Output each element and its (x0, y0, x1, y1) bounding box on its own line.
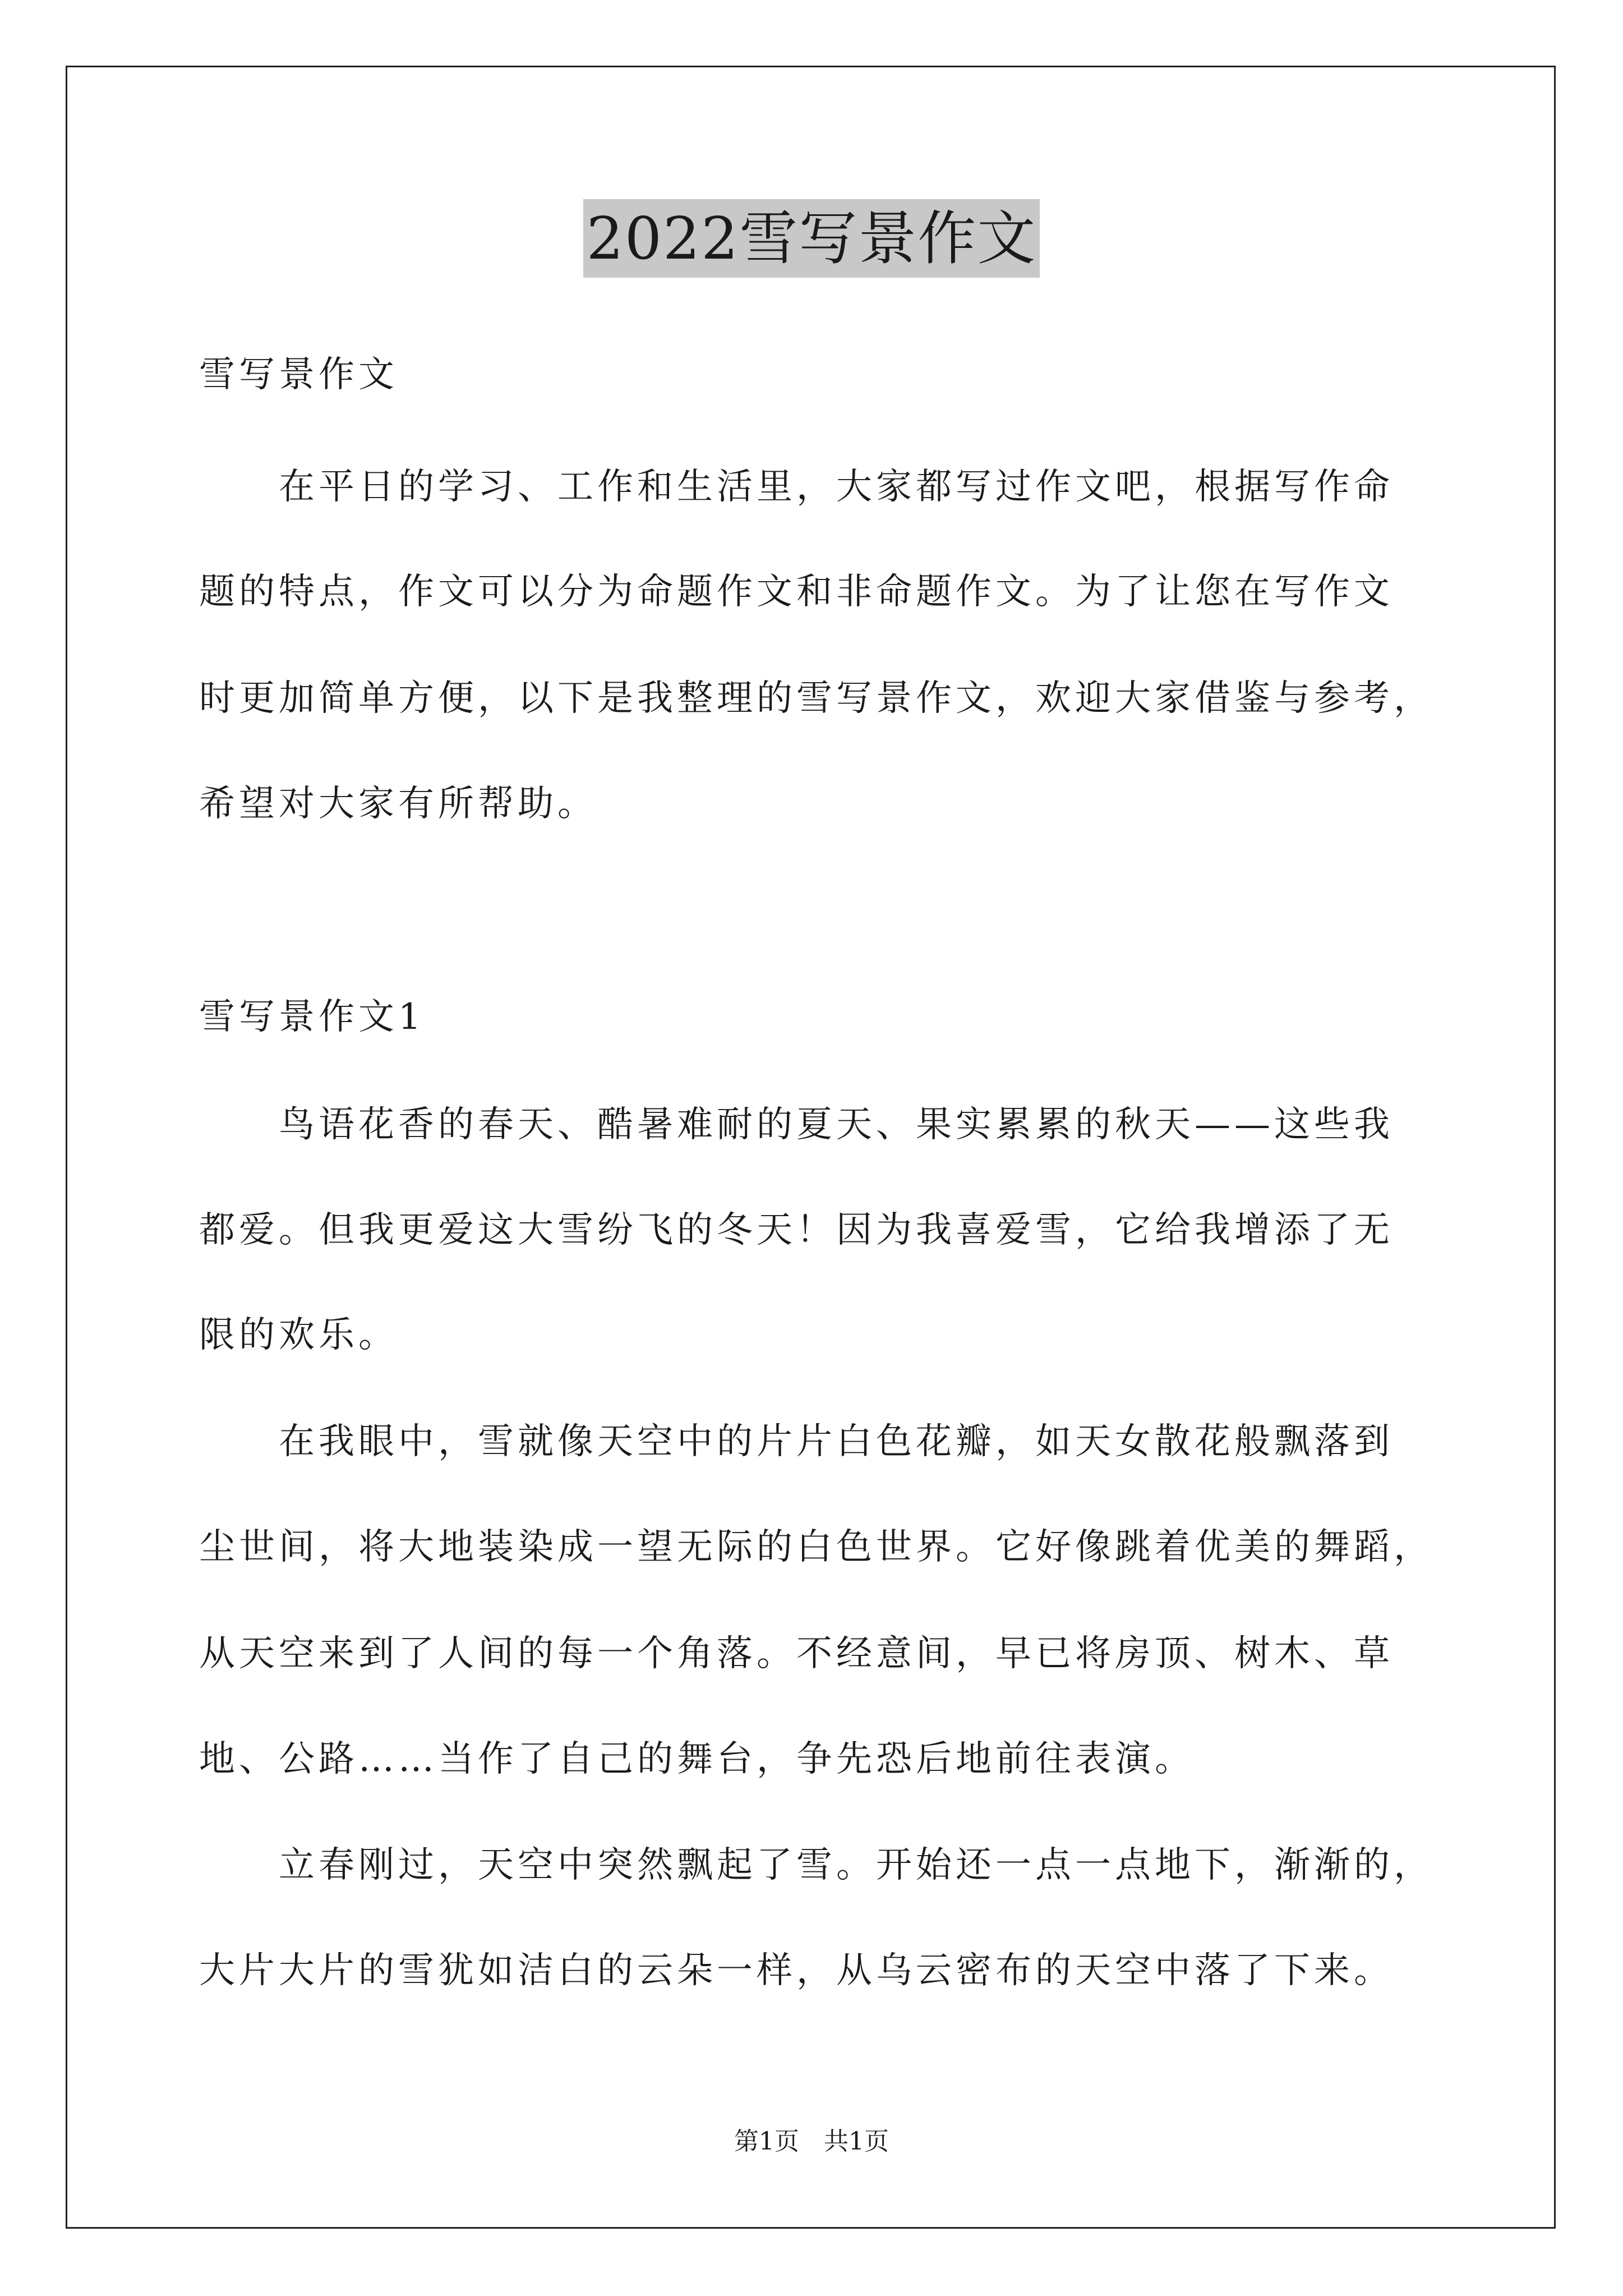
text-line: 希望对大家有所帮助。 (199, 783, 597, 825)
text-line: 地、公路……当作了自己的舞台，争先恐后地前往表演。 (199, 1738, 1195, 1780)
text-line: 题的特点，作文可以分为命题作文和非命题作文。为了让您在写作文 (199, 571, 1394, 613)
text-line: 大片大片的雪犹如洁白的云朵一样，从乌云密布的天空中落了下来。 (199, 1950, 1394, 1991)
page-footer: 第1页 共1页 (734, 2127, 889, 2156)
text-line: 时更加简单方便，以下是我整理的雪写景作文，欢迎大家借鉴与参考， (199, 678, 1433, 719)
text-line: 鸟语花香的春天、酷暑难耐的夏天、果实累累的秋天——这些我 (199, 1104, 1394, 1145)
text-line: 在平日的学习、工作和生活里，大家都写过作文吧，根据写作命 (199, 466, 1394, 508)
text-line: 尘世间，将大地装染成一望无际的白色世界。它好像跳着优美的舞蹈， (199, 1526, 1433, 1568)
text-line: 在我眼中，雪就像天空中的片片白色花瓣，如天女散花般飘落到 (199, 1421, 1394, 1462)
title-wrap (0, 199, 1623, 278)
text-line: 都爱。但我更爱这大雪纷飞的冬天！因为我喜爱雪，它给我增添了无 (199, 1209, 1394, 1251)
section-heading: 雪写景作文1 (199, 996, 425, 1038)
text-line: 限的欢乐。 (199, 1314, 398, 1356)
section-heading: 雪写景作文 (199, 354, 398, 395)
text-line: 立春刚过，天空中突然飘起了雪。开始还一点一点地下，渐渐的， (199, 1844, 1433, 1886)
document-title: 2022雪写景作文 (583, 199, 1040, 278)
text-line: 从天空来到了人间的每一个角落。不经意间，早已将房顶、树木、草 (199, 1633, 1394, 1674)
